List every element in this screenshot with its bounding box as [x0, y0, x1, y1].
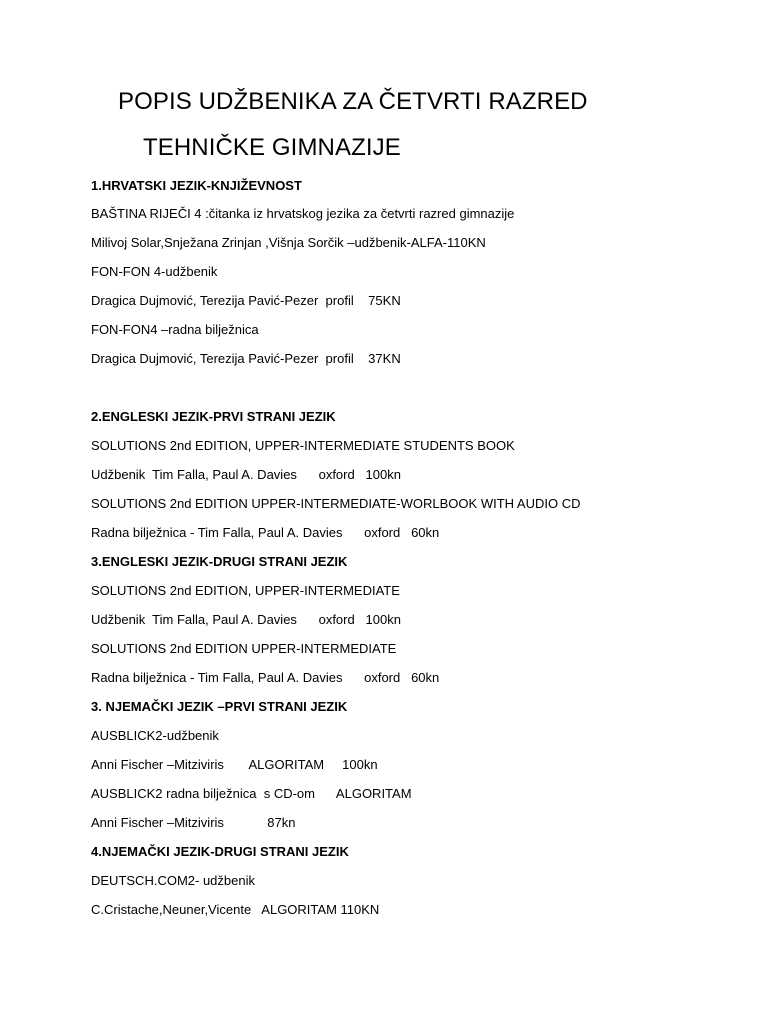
- list-item: AUSBLICK2 radna bilježnica s CD-om ALGORITAM: [91, 786, 412, 801]
- list-item: Dragica Dujmović, Terezija Pavić-Pezer profil 75KN: [91, 293, 401, 308]
- list-item: Anni Fischer –Mitziviris ALGORITAM 100kn: [91, 757, 378, 772]
- section-heading: 3.ENGLESKI JEZIK-DRUGI STRANI JEZIK: [91, 554, 348, 569]
- list-item: Udžbenik Tim Falla, Paul A. Davies oxford 100kn: [91, 467, 401, 482]
- section-heading: 4.NJEMAČKI JEZIK-DRUGI STRANI JEZIK: [91, 844, 349, 859]
- list-item: Radna bilježnica - Tim Falla, Paul A. Davies oxford 60kn: [91, 670, 440, 685]
- section-heading: 2.ENGLESKI JEZIK-PRVI STRANI JEZIK: [91, 409, 336, 424]
- section-heading: 1.HRVATSKI JEZIK-KNJIŽEVNOST: [91, 178, 302, 193]
- list-item: AUSBLICK2-udžbenik: [91, 728, 219, 743]
- list-item: Udžbenik Tim Falla, Paul A. Davies oxford 100kn: [91, 612, 401, 627]
- list-item: SOLUTIONS 2nd EDITION, UPPER-INTERMEDIATE STUDENTS BOOK: [91, 438, 515, 453]
- list-item: SOLUTIONS 2nd EDITION UPPER-INTERMEDIATE-WORLBOOK WITH AUDIO CD: [91, 496, 581, 511]
- list-item: Anni Fischer –Mitziviris 87kn: [91, 815, 296, 830]
- list-item: SOLUTIONS 2nd EDITION UPPER-INTERMEDIATE: [91, 641, 397, 656]
- list-item: Milivoj Solar,Snježana Zrinjan ,Višnja Sorčik –udžbenik-ALFA-110KN: [91, 235, 486, 250]
- list-item: Radna bilježnica - Tim Falla, Paul A. Davies oxford 60kn: [91, 525, 440, 540]
- document-title-line-1: POPIS UDŽBENIKA ZA ČETVRTI RAZRED: [118, 88, 588, 115]
- document-title-line-2: TEHNIČKE GIMNAZIJE: [143, 134, 401, 161]
- section-heading: 3. NJEMAČKI JEZIK –PRVI STRANI JEZIK: [91, 699, 348, 714]
- list-item: C.Cristache,Neuner,Vicente ALGORITAM 110KN: [91, 902, 380, 917]
- list-item: FON-FON4 –radna bilježnica: [91, 322, 259, 337]
- list-item: SOLUTIONS 2nd EDITION, UPPER-INTERMEDIATE: [91, 583, 400, 598]
- list-item: BAŠTINA RIJEČI 4 :čitanka iz hrvatskog jezika za četvrti razred gimnazije: [91, 206, 515, 221]
- list-item: Dragica Dujmović, Terezija Pavić-Pezer profil 37KN: [91, 351, 401, 366]
- list-item: FON-FON 4-udžbenik: [91, 264, 218, 279]
- list-item: DEUTSCH.COM2- udžbenik: [91, 873, 255, 888]
